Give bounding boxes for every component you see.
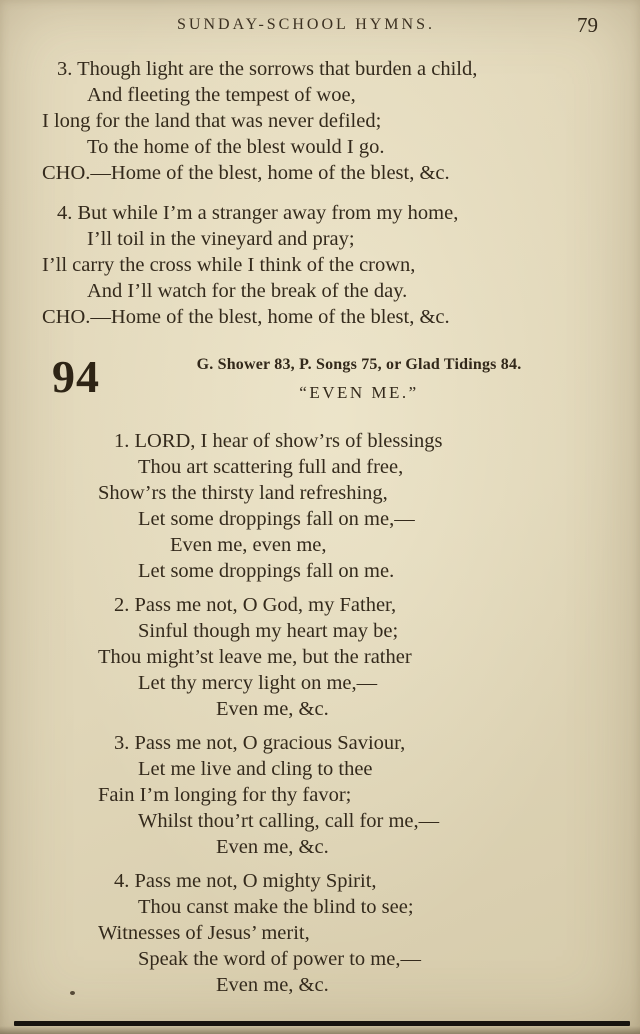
verse-line: Witnesses of Jesus’ merit, (98, 922, 310, 944)
hymn-94-verses (98, 428, 602, 998)
verse-line: And I’ll watch for the break of the day. (87, 280, 408, 302)
verse-line: Let some droppings fall on me,— (138, 508, 415, 530)
verse-line: To the home of the blest would I go. (87, 136, 385, 158)
verse-line: CHO.—Home of the blest, home of the blest, &c. (42, 162, 450, 184)
verse-line: CHO.—Home of the blest, home of the blest, &c. (42, 306, 450, 328)
verse-line: Let some droppings fall on me. (138, 560, 395, 582)
page-header-title: SUNDAY-SCHOOL HYMNS. (177, 16, 435, 33)
running-header (40, 13, 602, 42)
verse-line: Let thy mercy light on me,— (138, 672, 378, 694)
verse-line: Thou might’st leave me, but the rather (98, 646, 412, 668)
verse-line: Let me live and cling to thee (138, 758, 373, 780)
page-number: 79 (577, 13, 598, 37)
hymn-meta (116, 356, 602, 403)
tune-reference: G. Shower 83, P. Songs 75, or Glad Tidings 84. (196, 356, 522, 373)
verse (98, 428, 602, 584)
verse-line: Sinful though my heart may be; (138, 620, 399, 642)
hymn-heading (40, 351, 602, 414)
verse-line: Thou art scattering full and free, (138, 456, 404, 478)
verse (98, 592, 602, 722)
ink-speck (70, 991, 75, 995)
verse-line: 4. But while I’m a stranger away from my home, (57, 202, 459, 224)
verse-line: Even me, &c. (216, 698, 329, 720)
verse-line: Fain I’m longing for thy favor; (98, 784, 352, 806)
hymn-continuation-section (40, 56, 602, 330)
verse (40, 56, 602, 186)
bottom-page-shade (0, 1026, 640, 1034)
verse-line: And fleeting the tempest of woe, (87, 84, 356, 106)
verse (98, 868, 602, 998)
verse-line: 1. LORD, I hear of show’rs of blessings (114, 430, 443, 452)
hymn-94-section (40, 351, 602, 998)
verse-line: Even me, even me, (170, 534, 327, 556)
verse-line: Speak the word of power to me,— (138, 948, 421, 970)
verse-line: I long for the land that was never defiled; (42, 110, 382, 132)
verse-line: Whilst thou’rt calling, call for me,— (138, 810, 440, 832)
verse-line: 3. Though light are the sorrows that burden a child, (57, 58, 478, 80)
verse-line: Thou canst make the blind to see; (138, 896, 414, 918)
hymn-number: 94 (52, 351, 100, 402)
verse-line: I’ll toil in the vineyard and pray; (87, 228, 355, 250)
verse-line: 2. Pass me not, O God, my Father, (114, 594, 397, 616)
verse-line: 3. Pass me not, O gracious Saviour, (114, 732, 406, 754)
verse-line: Show’rs the thirsty land refreshing, (98, 482, 388, 504)
hymn-title: “EVEN ME.” (299, 383, 419, 402)
verse (40, 200, 602, 330)
verse-line: I’ll carry the cross while I think of the crown, (42, 254, 416, 276)
verse-line: Even me, &c. (216, 836, 329, 858)
verse-line: 4. Pass me not, O mighty Spirit, (114, 870, 377, 892)
verse-line: Even me, &c. (216, 974, 329, 996)
verse (98, 730, 602, 860)
